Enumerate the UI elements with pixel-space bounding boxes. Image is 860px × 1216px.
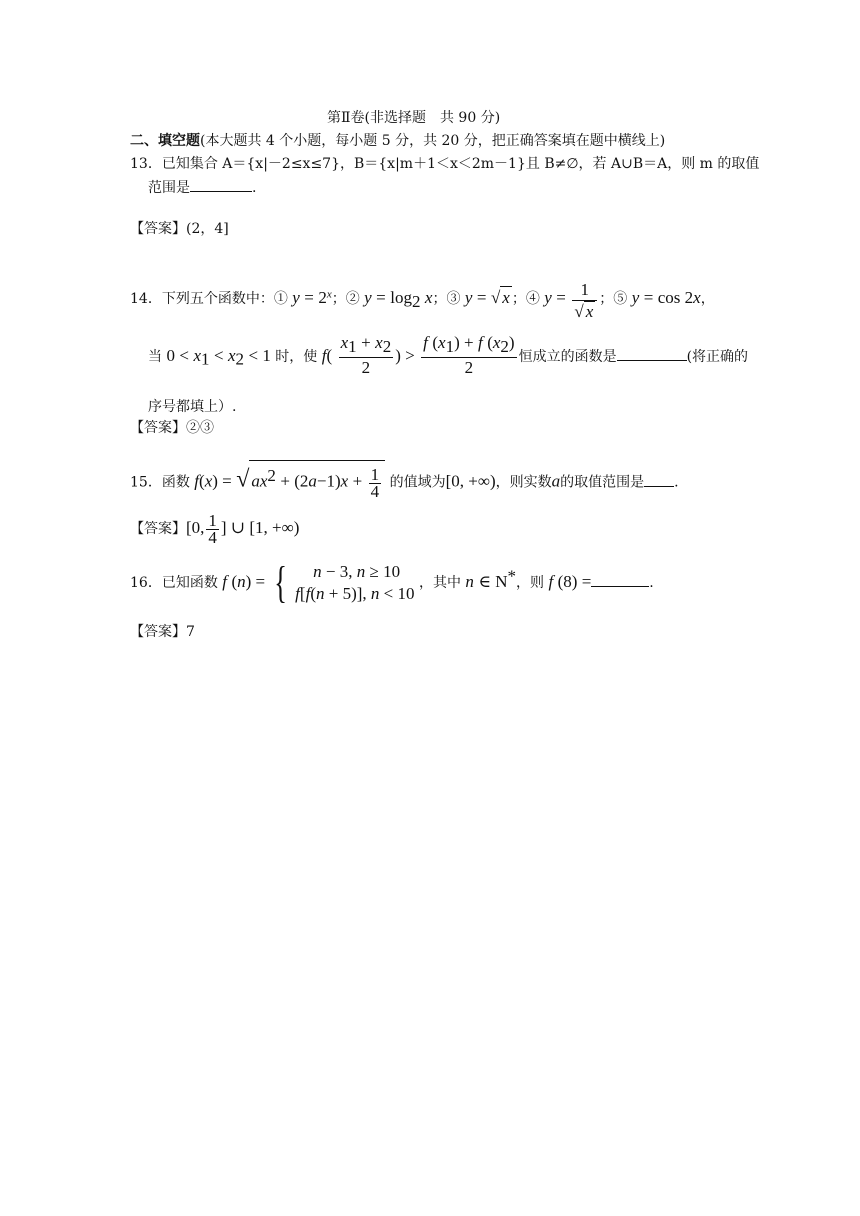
fraction-mean-f: $\frac{f (x_1) + f (x_2)}{2}$ [423,333,515,377]
sqrt-x: x [502,288,510,307]
section-title: 第Ⅱ卷(非选择题 共 90 分) [327,110,501,126]
q14-suffix: 恒成立的函数是 [518,348,617,365]
q16-mid2: ，则 [515,575,544,591]
period: . [674,474,679,491]
answer-15-value: [0, $\frac{1}{4}$ ] ∪ [1, +∞) [186,511,300,547]
question-number: 14． [130,291,162,307]
fraction-one-quarter: $\frac{1}{4}$ [370,464,380,501]
answer-blank [190,177,252,192]
question-13-text: 已知集合 A＝{x|－2≤x≤7}，B＝{x|m＋1＜x＜2m－1}且 B≠∅，若 A∪B＝A，则 m 的取值 [161,156,760,172]
answer-14-value: ②③ [186,420,214,436]
question-15: 15．函数 f(x) = √ $ax^2 + (2a-1)x$ + $\frac{1}{4}$ 的值域为[0, +∞)，则实数a的取值范围是 . [130,460,679,500]
q15-var: a [551,471,561,491]
question-number: 16． [130,575,162,591]
q16-mid: ，其中 [418,575,461,591]
question-14-line3: 序号都填上）. [148,399,237,415]
fraction-mean-x: $\frac{x_1 + x_2}{2}$ [340,333,392,377]
answer-tag: 【答案】 [130,420,186,436]
question-14-line1: 14．下列五个函数中：① y = 2$^x$；② $y = \log_2 x$；③ y = √ x ；④ y = $\frac{1}{√ x}$ ；⑤ y = cos 2x， [130,280,715,321]
answer-16 [130,622,195,642]
q16-prefix: 已知函数 [161,575,218,591]
part-heading [130,131,665,151]
question-13-line2 [148,177,256,198]
question-number: 15． [130,474,162,491]
answer-blank [591,572,649,587]
question-14-line2: 当 $0 < x_1 < x_2 < 1$ 时，使 f( $\frac{x_1 + x_2}{2}$ ) > $\frac{f (x_1) + f (x_2)}{2}$ 恒成立的函数是 (将正确的 [148,333,749,377]
piecewise-cases: n − 3, n ≥ 10 f[f(n + 5)], n < 10 [295,562,415,603]
q15-suffix2: 的取值范围是 [560,474,645,491]
part-heading-instructions: (本大题共 4 个小题，每小题 5 分，共 20 分，把正确答案填在题中横线上) [200,133,666,149]
question-16: 16．已知函数 f (n) = { n − 3, n ≥ 10 f[f(n + 5)], n < 10 ，其中 n ∈ N*，则 f (8) = . [130,558,654,607]
answer-blank [617,346,687,361]
q15-domain-text: 的值域为 [389,474,446,491]
part-heading-label: 二、填空题 [130,133,200,149]
left-brace: { [273,558,287,607]
item-1: ① y = 2$^x$ [273,288,332,307]
q15-range: [0, +∞) [445,471,496,491]
q15-suffix: ，则实数 [495,474,552,491]
q14-mid: 时，使 [275,348,318,365]
period: . [252,180,257,196]
sqrt-expression: $ax^2 + (2a-1)x$ + $\frac{1}{4}$ [249,460,385,500]
answer-13-value: (2，4] [186,221,229,237]
answer-tag: 【答案】 [130,521,186,537]
question-number: 13． [130,156,162,172]
answer-tag: 【答案】 [130,624,186,640]
answer-blank [644,472,674,487]
q14-note: (将正确的 [686,348,749,365]
question-13-text-cont: 范围是 [148,180,190,196]
answer-16-value: 7 [186,624,195,640]
answer-tag: 【答案】 [130,221,186,237]
question-14-intro: 下列五个函数中： [161,291,274,307]
fraction-1-over-sqrt-x: $\frac{1}{√ x}$ [572,280,597,323]
answer-15 [130,513,299,546]
answer-14 [130,418,214,438]
period: . [649,575,654,591]
answer-13 [130,219,229,239]
question-13-line1 [130,154,759,174]
q15-prefix: 函数 [161,474,190,491]
